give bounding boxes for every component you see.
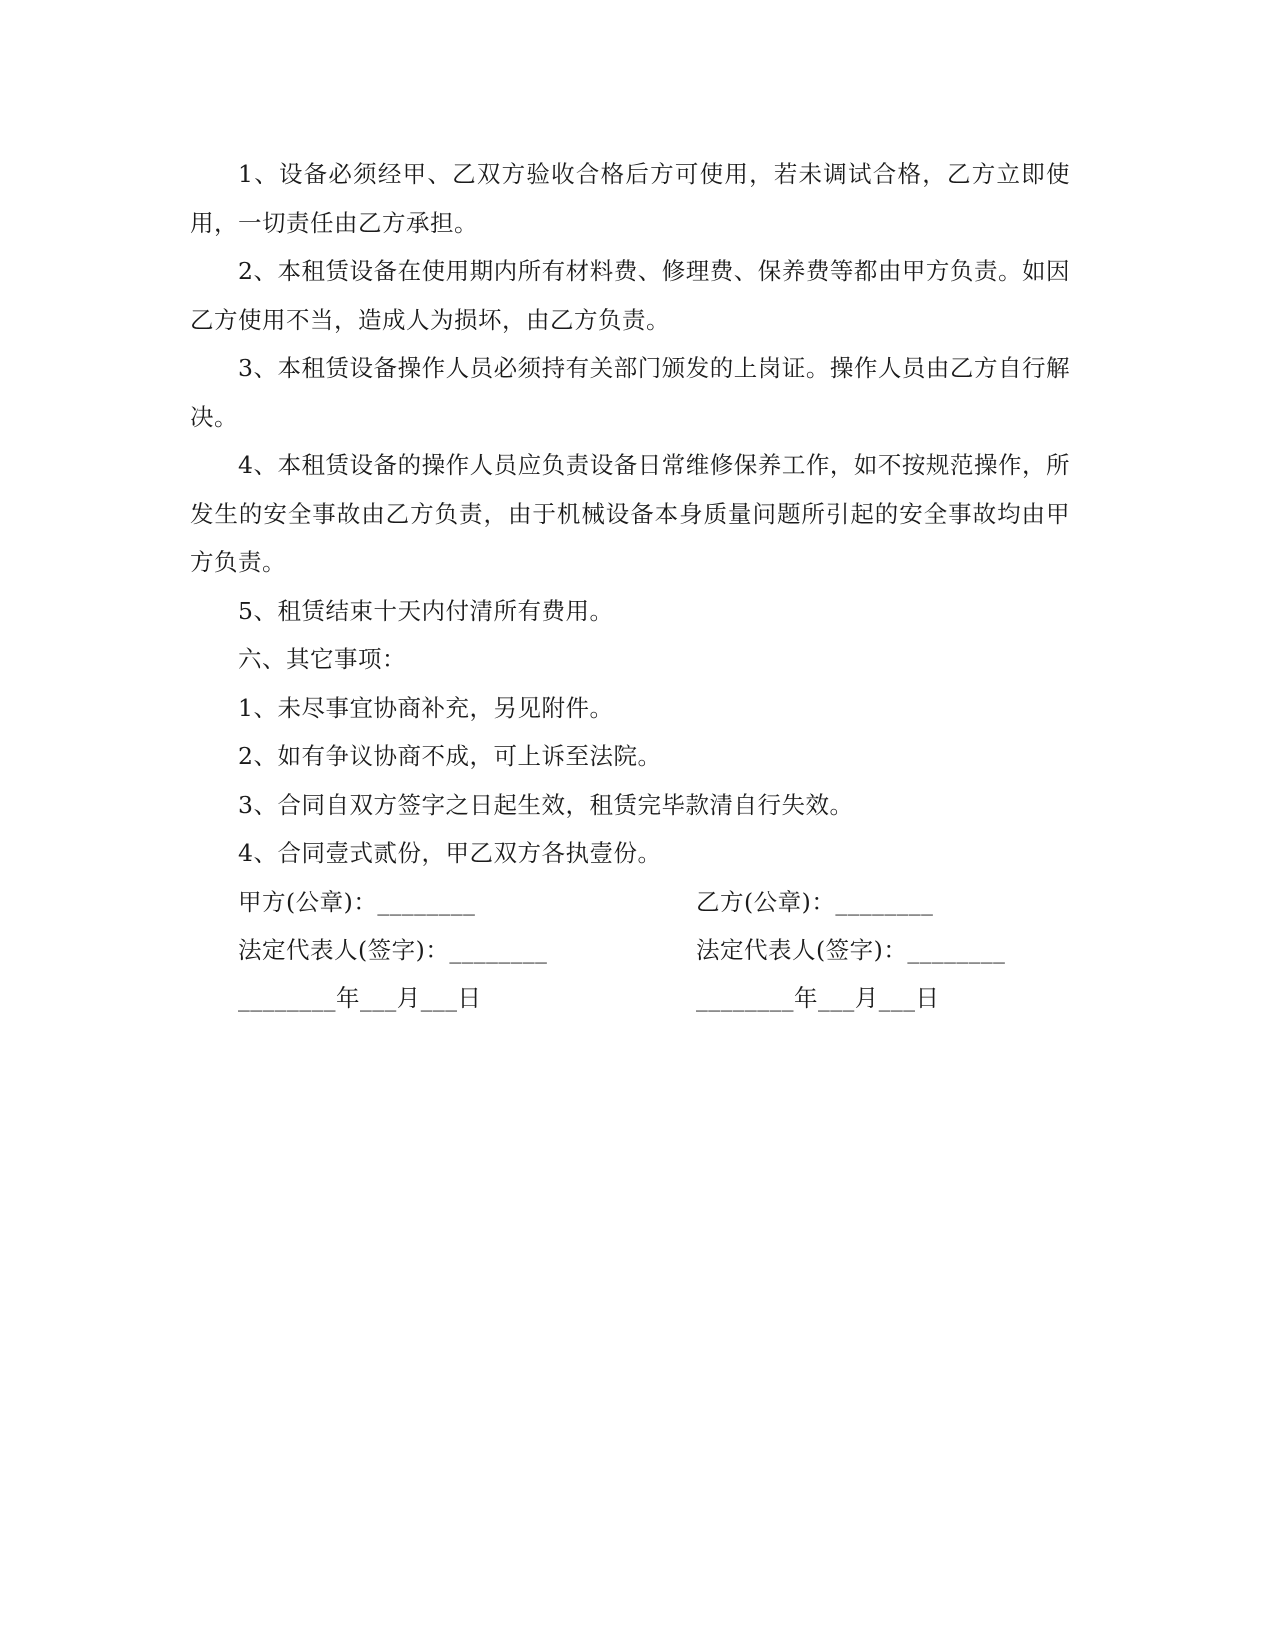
party-a-seal: 甲方(公章)：________ xyxy=(238,888,476,916)
clause-2: 2、本租赁设备在使用期内所有材料费、修理费、保养费等都由甲方负责。如因乙方使用不当，造成人为损坏，由乙方负责。 xyxy=(190,257,1070,334)
party-a-representative: 法定代表人(签字)：________ xyxy=(238,936,548,964)
clause-4: 4、本租赁设备的操作人员应负责设备日常维修保养工作，如不按规范操作，所发生的安全事故由乙方负责，由于机械设备本身质量问题所引起的安全事故均由甲方负责。 xyxy=(190,451,1070,576)
party-b-date: ________年___月___日 xyxy=(696,984,940,1012)
clause-1: 1、设备必须经甲、乙双方验收合格后方可使用，若未调试合格，乙方立即使用，一切责任由乙方承担。 xyxy=(190,160,1070,237)
section-six-item-4: 4、合同壹式贰份，甲乙双方各执壹份。 xyxy=(238,839,662,867)
party-b-representative: 法定代表人(签字)：________ xyxy=(696,936,1006,964)
signature-block xyxy=(238,878,1058,1022)
section-six-heading: 六、其它事项： xyxy=(238,645,406,673)
document-body xyxy=(190,150,1070,878)
section-six-item-2: 2、如有争议协商不成，可上诉至法院。 xyxy=(238,742,662,770)
signature-row-seal xyxy=(238,878,1058,926)
signature-row-representative xyxy=(238,926,1058,974)
party-a-date: ________年___月___日 xyxy=(238,984,482,1012)
signature-row-date xyxy=(238,974,1058,1022)
clause-5: 5、租赁结束十天内付清所有费用。 xyxy=(238,596,614,625)
section-six-item-3: 3、合同自双方签字之日起生效，租赁完毕款清自行失效。 xyxy=(238,790,854,819)
clause-3: 3、本租赁设备操作人员必须持有关部门颁发的上岗证。操作人员由乙方自行解决。 xyxy=(190,354,1070,431)
section-six-item-1: 1、未尽事宜协商补充，另见附件。 xyxy=(238,693,614,722)
party-b-seal: 乙方(公章)：________ xyxy=(696,888,934,916)
